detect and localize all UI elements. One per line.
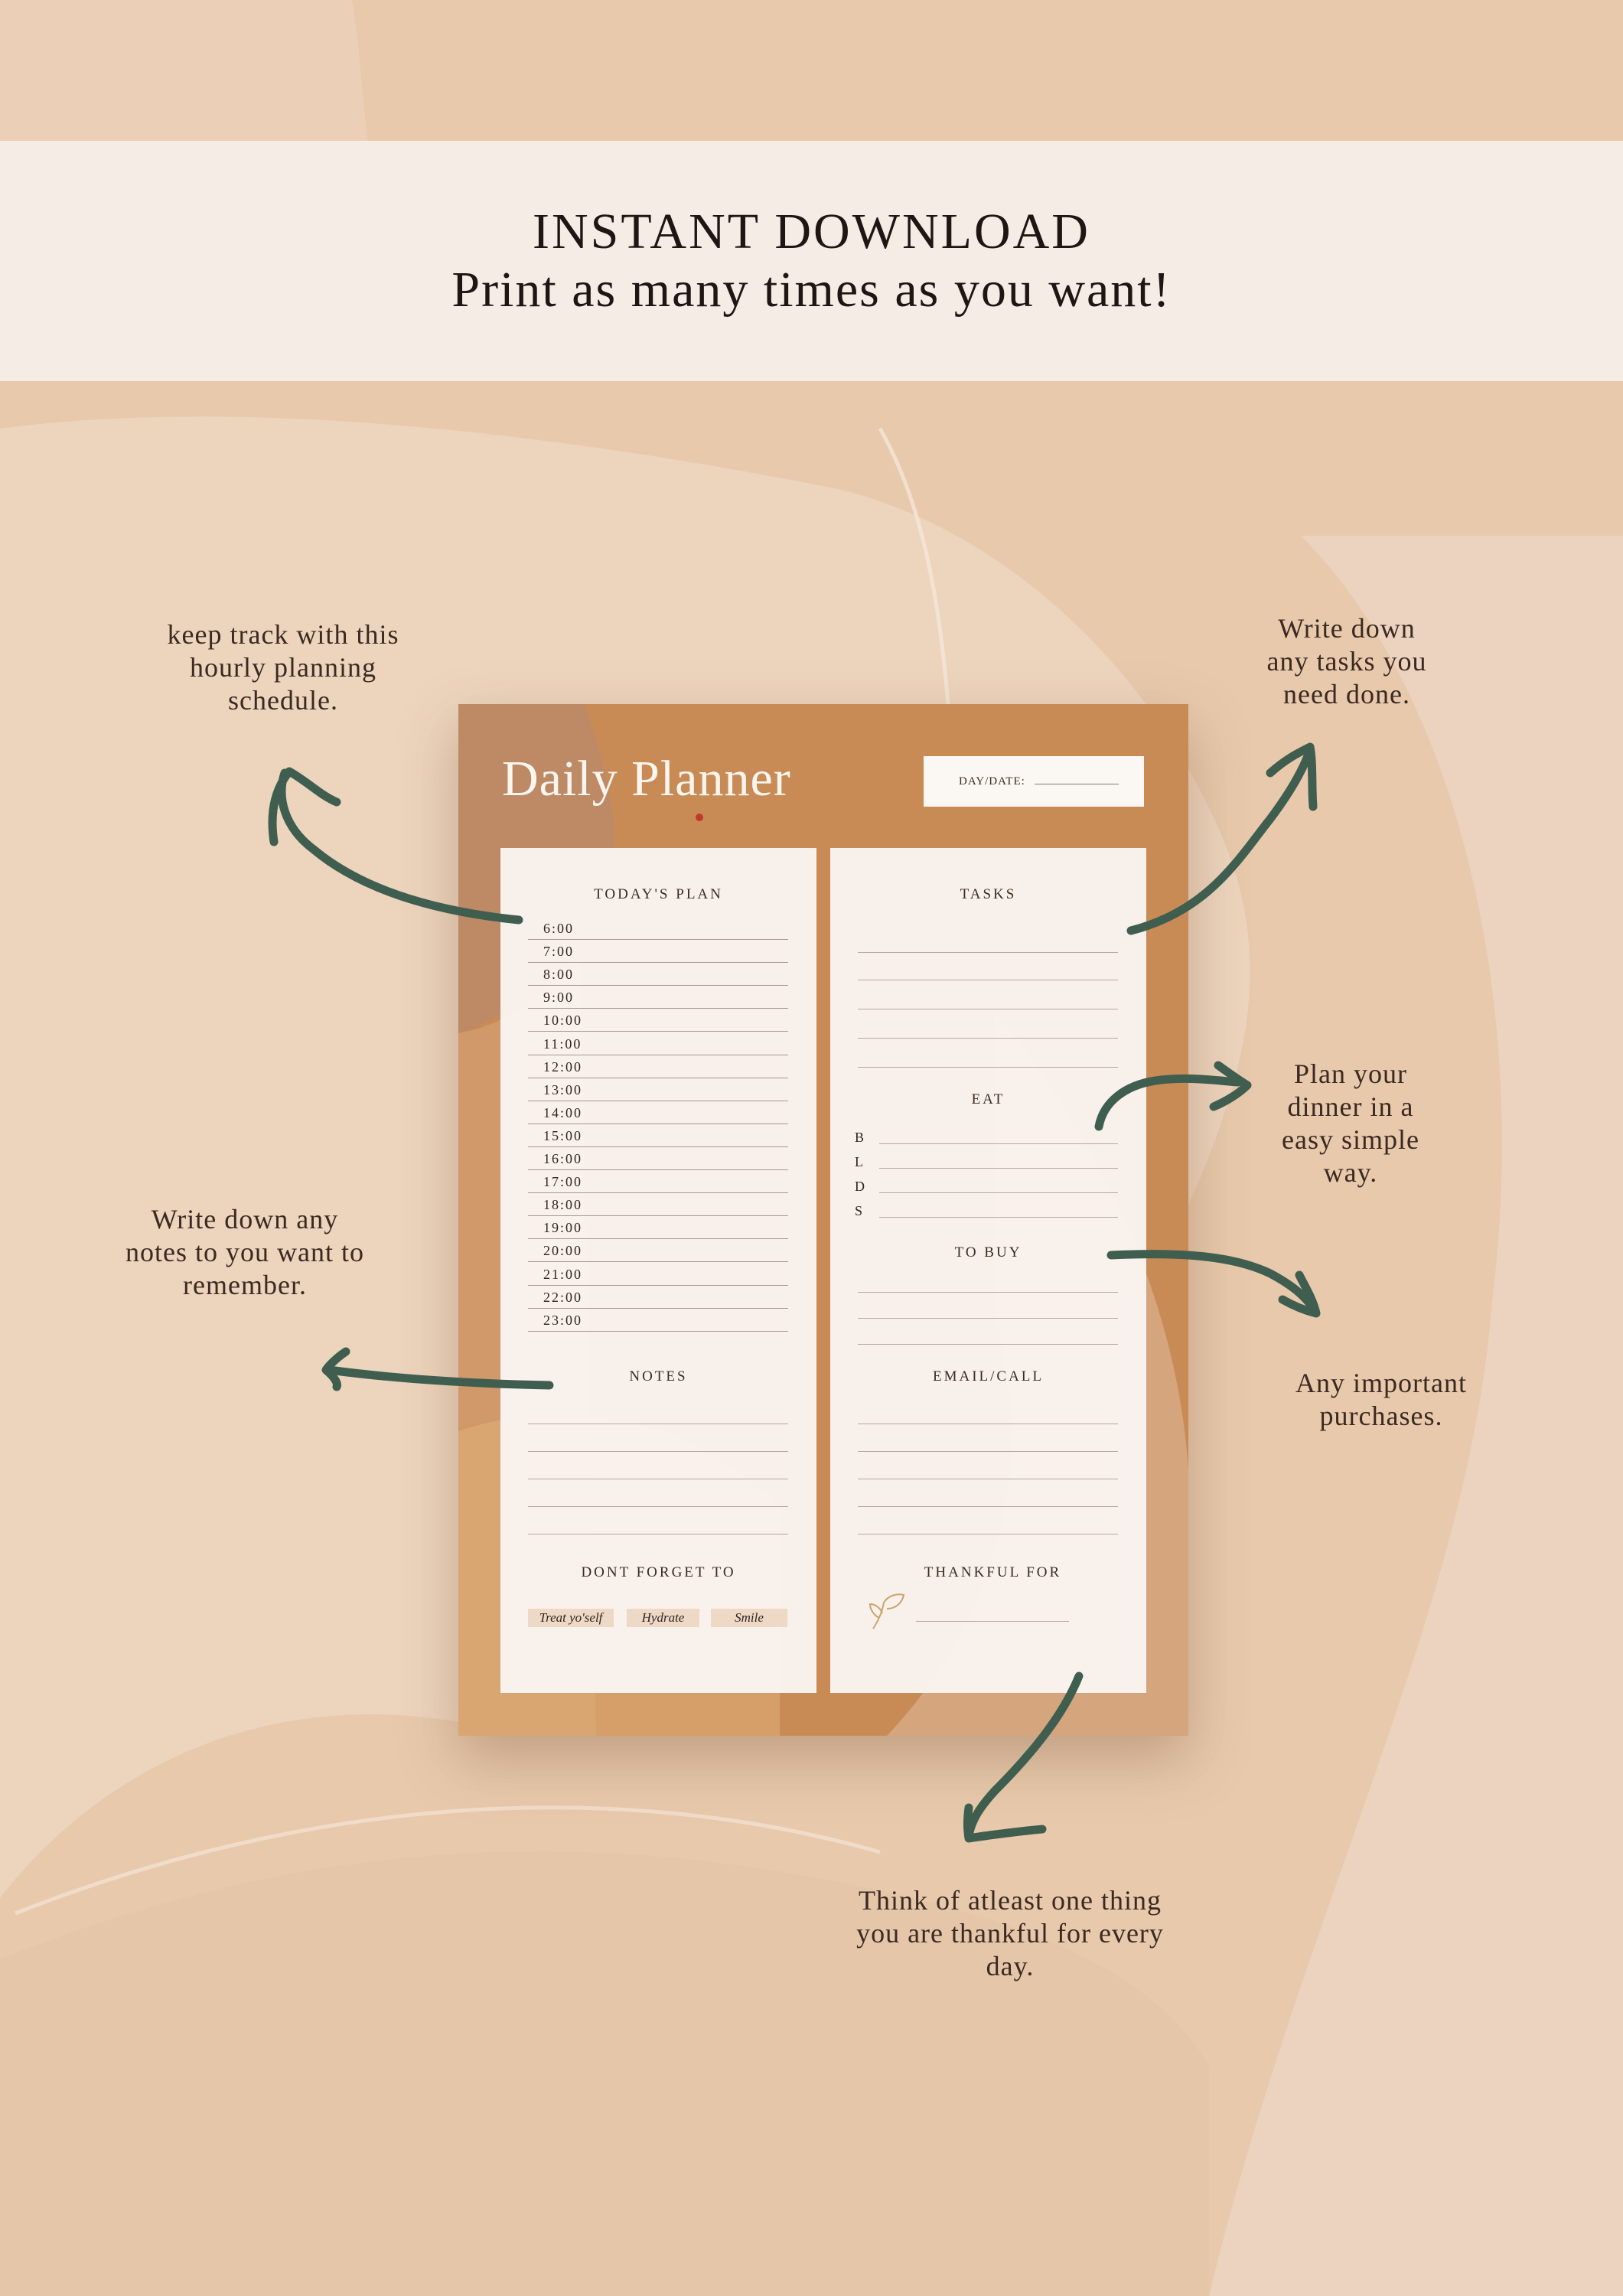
hour-label: 6:00 (543, 921, 575, 936)
hour-label: 11:00 (543, 1035, 582, 1052)
hour-label: 20:00 (543, 1243, 583, 1259)
banner-title: INSTANT DOWNLOAD (533, 204, 1090, 260)
to-buy-title: TO BUY (954, 1244, 1022, 1261)
hour-label: 16:00 (543, 1151, 583, 1166)
chip-treat-yoself: Treat yo'self (528, 1609, 614, 1627)
eat-lunch-letter: L (855, 1154, 863, 1169)
arrow-icon (1111, 1254, 1316, 1313)
notes-title: NOTES (629, 1368, 688, 1384)
day-date-label: DAY/DATE: (959, 775, 1025, 788)
caption-notes: Write down any notes to you want to remember. (125, 1204, 364, 1300)
hour-label: 7:00 (543, 944, 575, 960)
chip-smile: Smile (711, 1609, 787, 1627)
hour-label: 21:00 (543, 1266, 583, 1282)
banner-subtitle: Print as many times as you want! (451, 262, 1172, 318)
eat-breakfast-letter: B (855, 1130, 865, 1145)
thankful-for-title: THANKFUL FOR (924, 1564, 1062, 1580)
hour-label: 8:00 (543, 967, 575, 983)
hour-label: 17:00 (543, 1174, 583, 1190)
hour-label: 10:00 (543, 1013, 583, 1029)
caption-tasks: Write down any tasks you need done. (1266, 613, 1427, 709)
hour-label: 23:00 (543, 1312, 583, 1328)
hour-label: 22:00 (543, 1289, 583, 1305)
chip-hydrate: Hydrate (627, 1609, 699, 1627)
caption-purchases: Any important purchases. (1295, 1368, 1467, 1431)
dont-forget-title: DONT FORGET TO (581, 1564, 736, 1580)
arrow-icon (326, 1352, 549, 1387)
todays-plan-title: TODAY'S PLAN (594, 886, 723, 902)
email-call-title: EMAIL/CALL (932, 1368, 1045, 1384)
hour-label: 18:00 (543, 1197, 583, 1213)
eat-dinner-letter: D (855, 1179, 865, 1194)
arrow-icon (968, 1676, 1080, 1838)
caption-dinner: Plan your dinner in a easy simple way. (1282, 1058, 1419, 1188)
planner-title: Daily Planner (502, 751, 791, 807)
eat-title: EAT (971, 1091, 1005, 1107)
hour-label: 14:00 (543, 1104, 583, 1120)
caption-hourly: keep track with this hourly planning schedule. (167, 619, 399, 716)
hour-label: 12:00 (543, 1058, 583, 1075)
caption-thankful: Think of atleast one thing you are thankful for every day. (856, 1885, 1164, 1981)
hour-label: 15:00 (543, 1127, 583, 1143)
arrow-icon (1099, 1065, 1247, 1127)
hour-label: 19:00 (543, 1220, 583, 1236)
tasks-title: TASKS (960, 886, 1017, 902)
arrow-icon (272, 771, 519, 920)
hour-label: 9:00 (543, 990, 575, 1006)
hour-label: 13:00 (543, 1081, 583, 1097)
arrow-icon (1131, 747, 1313, 931)
eat-snack-letter: S (855, 1203, 863, 1218)
